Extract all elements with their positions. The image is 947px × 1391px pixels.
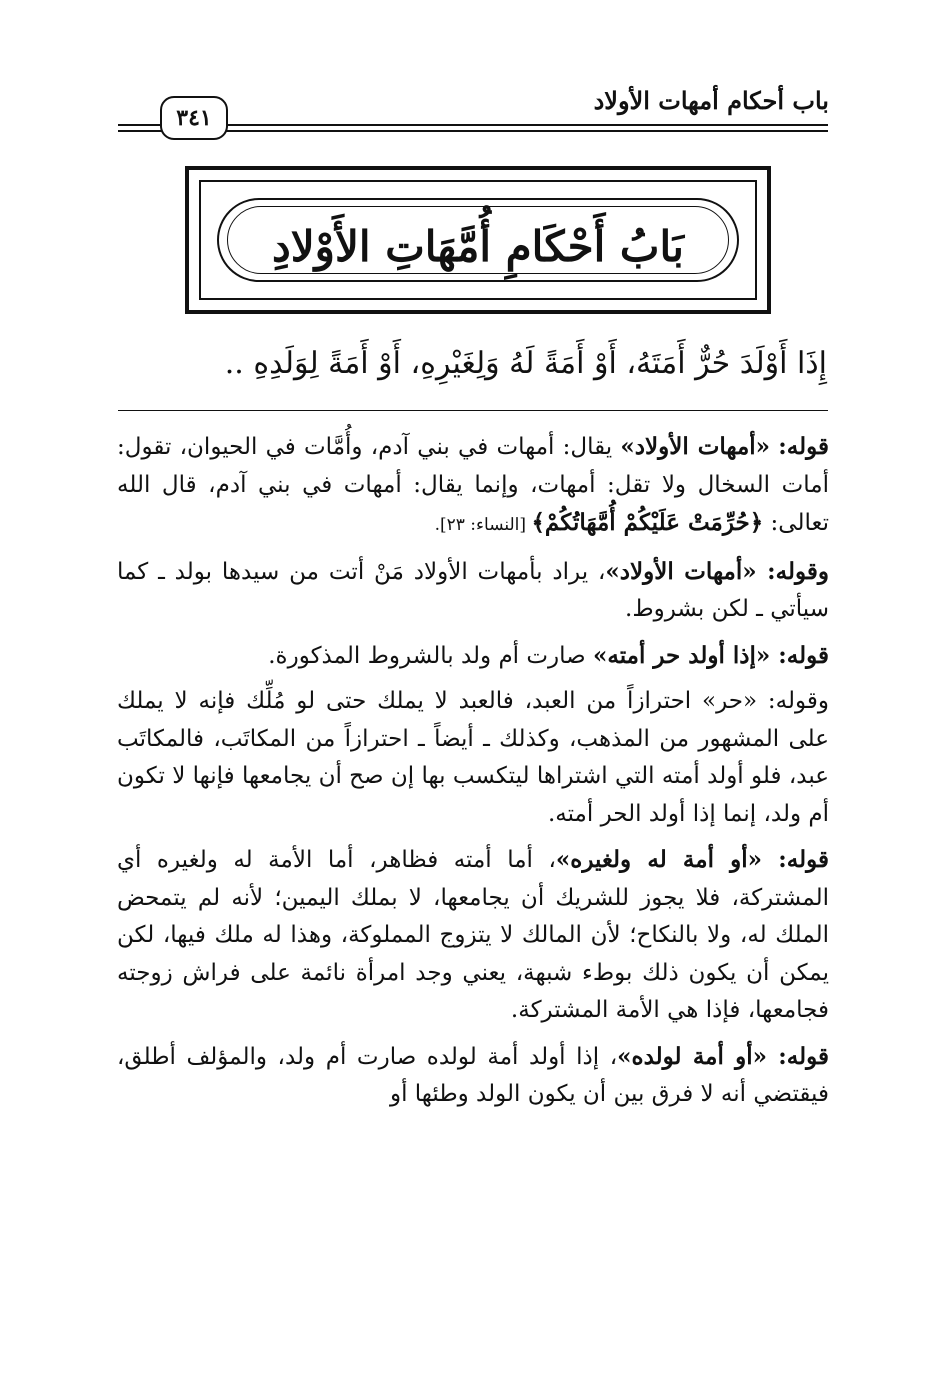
page-number: ٣٤١ bbox=[160, 96, 228, 140]
paragraph-text: يقال: أمهات في بني آدم، وأُمَّات في الحيوان، تقول: أمات السخال ولا تقل: أمهات، وإنما يقال: أمهات في بني آدم، قال الله تعالى: bbox=[117, 434, 829, 536]
paragraph-text: ، أما أمته فظاهر، أما الأمة له ولغيره أي المشتركة، فلا يجوز للشريك أن يجامعها، لا بملك اليمين؛ لأنه لم يتمحض الملك له، ولا بالنكاح؛ لأن المالك لا يتزوج المملوكة، وهذا له ملك فيها، لكن يمكن أن يكون ذلك بوطء شبهة، يعني وجد امرأة نائمة على فراش زوجته فجامعها، فإذا هي الأمة المشتركة. bbox=[117, 847, 829, 1023]
paragraph bbox=[117, 637, 829, 676]
paragraph-text: ، إذا أولد أمة لولده صارت أم ولد، والمؤلف أطلق، فيقتضي أنه لا فرق بين أن يكون الولد وطئها أو bbox=[117, 1043, 829, 1107]
paragraph-lead: قوله: bbox=[778, 433, 830, 460]
paragraph-lead: قوله: bbox=[778, 846, 829, 873]
paragraph bbox=[117, 683, 829, 833]
matn-divider bbox=[118, 410, 828, 411]
chapter-title: بَابُ أَحْكَامِ أُمَّهَاتِ الأَوْلادِ bbox=[272, 222, 684, 271]
chapter-title-frame bbox=[185, 166, 771, 314]
paragraph-quote: «أو أمة له ولغيره» bbox=[555, 846, 779, 873]
verse-reference: [النساء: ٢٣]. bbox=[434, 515, 532, 535]
paragraph-quote: «أو أمة لولده» bbox=[617, 1042, 779, 1070]
commentary-body bbox=[117, 428, 829, 1114]
paragraph-lead: وقوله: bbox=[767, 557, 829, 585]
chapter-title-ornament bbox=[217, 198, 739, 282]
paragraph-lead: قوله: bbox=[778, 641, 829, 669]
matn-text: إِذَا أَوْلَدَ حُرٌّ أَمَتَهُ، أَوْ أَمَةً لَهُ وَلِغَيْرِهِ، أَوْ أَمَةً لِوَلَدِهِ .. bbox=[224, 346, 827, 381]
running-title: باب أحكام أمهات الأولاد bbox=[593, 86, 829, 115]
paragraph bbox=[117, 1038, 829, 1114]
paragraph-quote: «إذا أولد حر أمته» bbox=[593, 641, 779, 669]
paragraph-quote: «أمهات الأولاد» bbox=[605, 557, 768, 585]
paragraph-text: صارت أم ولد بالشروط المذكورة. bbox=[268, 642, 593, 669]
paragraph bbox=[117, 841, 829, 1030]
paragraph bbox=[117, 428, 829, 545]
paragraph-quote: «أمهات الأولاد» bbox=[620, 433, 771, 460]
paragraph-text: وقوله: «حر» احترازاً من العبد، فالعبد لا يملك حتى لو مُلِّك فإنه لا يملك على المشهور من المذهب، وكذلك ـ أيضاً ـ احترازاً من المكاتَب، فالمكاتَب عبد، فلو أولد أمته التي اشتراها ليتكسب بها إن صح أن يجامعها فإنها لا تكون أم ولد، إنما إذا أولد الحر أمته. bbox=[117, 688, 829, 827]
paragraph-text: ، يراد بأمهات الأولاد مَنْ أتت من سيدها بولد ـ كما سيأتي ـ لكن بشروط. bbox=[117, 558, 829, 622]
paragraph-lead: قوله: bbox=[778, 1042, 829, 1070]
chapter-title-inner-border bbox=[199, 180, 757, 300]
quran-verse: ﴿حُرِّمَتْ عَلَيْكُمْ أُمَّهَاتُكُمْ﴾ bbox=[531, 509, 764, 536]
paragraph bbox=[117, 553, 829, 629]
